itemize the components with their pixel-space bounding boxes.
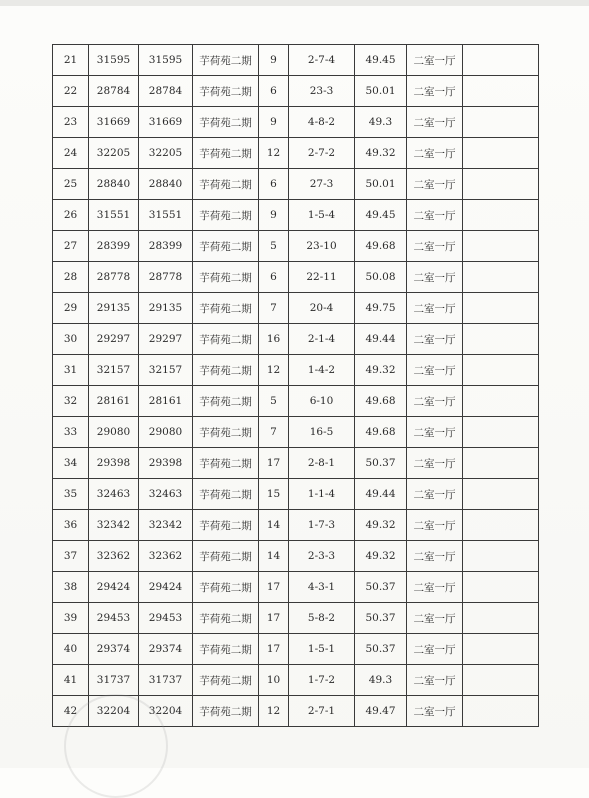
row-number-cell: 24 (53, 138, 89, 169)
table-row (53, 634, 539, 665)
house-id-cell: 31669 (89, 107, 139, 138)
layout-type-cell: 二室一厅 (407, 417, 463, 448)
contract-id-cell: 31551 (139, 200, 193, 231)
note-cell (463, 262, 539, 293)
table-row (53, 479, 539, 510)
layout-type-cell: 二室一厅 (407, 107, 463, 138)
area-cell: 49.75 (355, 293, 407, 324)
row-number-cell: 25 (53, 169, 89, 200)
scan-edge (0, 0, 589, 6)
community-name-cell: 芋荷苑二期 (193, 448, 259, 479)
house-id-cell: 32463 (89, 479, 139, 510)
table-row (53, 603, 539, 634)
area-cell: 50.37 (355, 603, 407, 634)
row-number-cell: 37 (53, 541, 89, 572)
note-cell (463, 417, 539, 448)
room-number-cell: 2-7-2 (289, 138, 355, 169)
room-number-cell: 22-11 (289, 262, 355, 293)
table-row (53, 107, 539, 138)
room-number-cell: 1-7-2 (289, 665, 355, 696)
row-number-cell: 31 (53, 355, 89, 386)
table-row (53, 45, 539, 76)
floor-cell: 9 (259, 107, 289, 138)
note-cell (463, 169, 539, 200)
layout-type-cell: 二室一厅 (407, 262, 463, 293)
area-cell: 49.45 (355, 45, 407, 76)
contract-id-cell: 31669 (139, 107, 193, 138)
community-name-cell: 芋荷苑二期 (193, 200, 259, 231)
floor-cell: 9 (259, 200, 289, 231)
room-number-cell: 1-4-2 (289, 355, 355, 386)
floor-cell: 5 (259, 386, 289, 417)
community-name-cell: 芋荷苑二期 (193, 45, 259, 76)
row-number-cell: 39 (53, 603, 89, 634)
contract-id-cell: 29374 (139, 634, 193, 665)
area-cell: 50.37 (355, 634, 407, 665)
area-cell: 49.47 (355, 696, 407, 727)
row-number-cell: 21 (53, 45, 89, 76)
area-cell: 50.01 (355, 76, 407, 107)
table-row (53, 293, 539, 324)
note-cell (463, 200, 539, 231)
contract-id-cell: 29398 (139, 448, 193, 479)
room-number-cell: 5-8-2 (289, 603, 355, 634)
area-cell: 50.08 (355, 262, 407, 293)
area-cell: 49.32 (355, 138, 407, 169)
note-cell (463, 572, 539, 603)
room-number-cell: 2-8-1 (289, 448, 355, 479)
layout-type-cell: 二室一厅 (407, 76, 463, 107)
note-cell (463, 45, 539, 76)
table-body (53, 45, 539, 727)
layout-type-cell: 二室一厅 (407, 355, 463, 386)
community-name-cell: 芋荷苑二期 (193, 138, 259, 169)
layout-type-cell: 二室一厅 (407, 479, 463, 510)
note-cell (463, 665, 539, 696)
table-row (53, 665, 539, 696)
floor-cell: 16 (259, 324, 289, 355)
area-cell: 49.32 (355, 355, 407, 386)
row-number-cell: 28 (53, 262, 89, 293)
floor-cell: 17 (259, 634, 289, 665)
room-number-cell: 16-5 (289, 417, 355, 448)
contract-id-cell: 32362 (139, 541, 193, 572)
house-id-cell: 29297 (89, 324, 139, 355)
area-cell: 50.37 (355, 572, 407, 603)
layout-type-cell: 二室一厅 (407, 293, 463, 324)
area-cell: 49.68 (355, 417, 407, 448)
table-row (53, 696, 539, 727)
table-row (53, 572, 539, 603)
house-id-cell: 31551 (89, 200, 139, 231)
layout-type-cell: 二室一厅 (407, 696, 463, 727)
row-number-cell: 42 (53, 696, 89, 727)
community-name-cell: 芋荷苑二期 (193, 262, 259, 293)
contract-id-cell: 28399 (139, 231, 193, 262)
table-row (53, 231, 539, 262)
community-name-cell: 芋荷苑二期 (193, 324, 259, 355)
room-number-cell: 20-4 (289, 293, 355, 324)
house-id-cell: 31737 (89, 665, 139, 696)
area-cell: 49.32 (355, 541, 407, 572)
floor-cell: 12 (259, 355, 289, 386)
contract-id-cell: 32463 (139, 479, 193, 510)
contract-id-cell: 28778 (139, 262, 193, 293)
floor-cell: 17 (259, 572, 289, 603)
house-id-cell: 29135 (89, 293, 139, 324)
table-row (53, 138, 539, 169)
contract-id-cell: 31737 (139, 665, 193, 696)
note-cell (463, 479, 539, 510)
room-number-cell: 1-1-4 (289, 479, 355, 510)
house-id-cell: 28161 (89, 386, 139, 417)
area-cell: 49.44 (355, 479, 407, 510)
table-row (53, 386, 539, 417)
table-row (53, 541, 539, 572)
row-number-cell: 36 (53, 510, 89, 541)
house-id-cell: 31595 (89, 45, 139, 76)
house-id-cell: 29453 (89, 603, 139, 634)
area-cell: 49.3 (355, 665, 407, 696)
area-cell: 49.44 (355, 324, 407, 355)
row-number-cell: 33 (53, 417, 89, 448)
room-number-cell: 2-7-4 (289, 45, 355, 76)
floor-cell: 6 (259, 262, 289, 293)
community-name-cell: 芋荷苑二期 (193, 665, 259, 696)
community-name-cell: 芋荷苑二期 (193, 293, 259, 324)
row-number-cell: 30 (53, 324, 89, 355)
layout-type-cell: 二室一厅 (407, 634, 463, 665)
row-number-cell: 41 (53, 665, 89, 696)
community-name-cell: 芋荷苑二期 (193, 417, 259, 448)
floor-cell: 6 (259, 169, 289, 200)
room-number-cell: 2-1-4 (289, 324, 355, 355)
room-number-cell: 1-5-4 (289, 200, 355, 231)
house-id-cell: 32204 (89, 696, 139, 727)
community-name-cell: 芋荷苑二期 (193, 696, 259, 727)
note-cell (463, 107, 539, 138)
community-name-cell: 芋荷苑二期 (193, 634, 259, 665)
community-name-cell: 芋荷苑二期 (193, 510, 259, 541)
layout-type-cell: 二室一厅 (407, 386, 463, 417)
layout-type-cell: 二室一厅 (407, 603, 463, 634)
floor-cell: 7 (259, 293, 289, 324)
room-number-cell: 23-3 (289, 76, 355, 107)
room-number-cell: 1-7-3 (289, 510, 355, 541)
house-id-cell: 32342 (89, 510, 139, 541)
note-cell (463, 293, 539, 324)
layout-type-cell: 二室一厅 (407, 572, 463, 603)
table-row (53, 510, 539, 541)
note-cell (463, 76, 539, 107)
area-cell: 50.37 (355, 448, 407, 479)
note-cell (463, 448, 539, 479)
house-id-cell: 28778 (89, 262, 139, 293)
layout-type-cell: 二室一厅 (407, 541, 463, 572)
row-number-cell: 26 (53, 200, 89, 231)
table-row (53, 262, 539, 293)
row-number-cell: 22 (53, 76, 89, 107)
area-cell: 49.68 (355, 386, 407, 417)
layout-type-cell: 二室一厅 (407, 510, 463, 541)
room-number-cell: 2-7-1 (289, 696, 355, 727)
contract-id-cell: 29135 (139, 293, 193, 324)
house-id-cell: 28784 (89, 76, 139, 107)
floor-cell: 5 (259, 231, 289, 262)
community-name-cell: 芋荷苑二期 (193, 76, 259, 107)
area-cell: 49.68 (355, 231, 407, 262)
row-number-cell: 29 (53, 293, 89, 324)
floor-cell: 14 (259, 510, 289, 541)
layout-type-cell: 二室一厅 (407, 138, 463, 169)
house-id-cell: 29080 (89, 417, 139, 448)
note-cell (463, 696, 539, 727)
note-cell (463, 386, 539, 417)
table-row (53, 448, 539, 479)
table-row (53, 76, 539, 107)
row-number-cell: 27 (53, 231, 89, 262)
community-name-cell: 芋荷苑二期 (193, 169, 259, 200)
layout-type-cell: 二室一厅 (407, 665, 463, 696)
note-cell (463, 138, 539, 169)
area-cell: 50.01 (355, 169, 407, 200)
layout-type-cell: 二室一厅 (407, 200, 463, 231)
floor-cell: 10 (259, 665, 289, 696)
row-number-cell: 40 (53, 634, 89, 665)
note-cell (463, 231, 539, 262)
contract-id-cell: 29453 (139, 603, 193, 634)
contract-id-cell: 29297 (139, 324, 193, 355)
room-number-cell: 2-3-3 (289, 541, 355, 572)
room-number-cell: 6-10 (289, 386, 355, 417)
floor-cell: 14 (259, 541, 289, 572)
contract-id-cell: 28784 (139, 76, 193, 107)
area-cell: 49.45 (355, 200, 407, 231)
contract-id-cell: 28840 (139, 169, 193, 200)
layout-type-cell: 二室一厅 (407, 448, 463, 479)
community-name-cell: 芋荷苑二期 (193, 386, 259, 417)
house-id-cell: 28399 (89, 231, 139, 262)
floor-cell: 7 (259, 417, 289, 448)
table-row (53, 355, 539, 386)
house-id-cell: 29424 (89, 572, 139, 603)
row-number-cell: 38 (53, 572, 89, 603)
note-cell (463, 634, 539, 665)
layout-type-cell: 二室一厅 (407, 45, 463, 76)
contract-id-cell: 32205 (139, 138, 193, 169)
house-id-cell: 32157 (89, 355, 139, 386)
contract-id-cell: 32342 (139, 510, 193, 541)
contract-id-cell: 29424 (139, 572, 193, 603)
room-number-cell: 27-3 (289, 169, 355, 200)
floor-cell: 9 (259, 45, 289, 76)
layout-type-cell: 二室一厅 (407, 324, 463, 355)
floor-cell: 12 (259, 696, 289, 727)
floor-cell: 6 (259, 76, 289, 107)
floor-cell: 17 (259, 603, 289, 634)
house-id-cell: 28840 (89, 169, 139, 200)
table-row (53, 324, 539, 355)
table-row (53, 417, 539, 448)
contract-id-cell: 31595 (139, 45, 193, 76)
house-id-cell: 29374 (89, 634, 139, 665)
contract-id-cell: 32204 (139, 696, 193, 727)
area-cell: 49.32 (355, 510, 407, 541)
contract-id-cell: 32157 (139, 355, 193, 386)
house-id-cell: 29398 (89, 448, 139, 479)
table-row (53, 200, 539, 231)
row-number-cell: 32 (53, 386, 89, 417)
room-number-cell: 23-10 (289, 231, 355, 262)
community-name-cell: 芋荷苑二期 (193, 479, 259, 510)
layout-type-cell: 二室一厅 (407, 231, 463, 262)
community-name-cell: 芋荷苑二期 (193, 231, 259, 262)
floor-cell: 15 (259, 479, 289, 510)
table-row (53, 169, 539, 200)
community-name-cell: 芋荷苑二期 (193, 541, 259, 572)
housing-allocation-table (52, 44, 539, 727)
community-name-cell: 芋荷苑二期 (193, 355, 259, 386)
area-cell: 49.3 (355, 107, 407, 138)
room-number-cell: 1-5-1 (289, 634, 355, 665)
row-number-cell: 23 (53, 107, 89, 138)
contract-id-cell: 28161 (139, 386, 193, 417)
house-id-cell: 32205 (89, 138, 139, 169)
note-cell (463, 355, 539, 386)
room-number-cell: 4-8-2 (289, 107, 355, 138)
note-cell (463, 541, 539, 572)
contract-id-cell: 29080 (139, 417, 193, 448)
note-cell (463, 603, 539, 634)
row-number-cell: 35 (53, 479, 89, 510)
community-name-cell: 芋荷苑二期 (193, 572, 259, 603)
community-name-cell: 芋荷苑二期 (193, 107, 259, 138)
community-name-cell: 芋荷苑二期 (193, 603, 259, 634)
row-number-cell: 34 (53, 448, 89, 479)
note-cell (463, 324, 539, 355)
floor-cell: 12 (259, 138, 289, 169)
layout-type-cell: 二室一厅 (407, 169, 463, 200)
room-number-cell: 4-3-1 (289, 572, 355, 603)
note-cell (463, 510, 539, 541)
floor-cell: 17 (259, 448, 289, 479)
house-id-cell: 32362 (89, 541, 139, 572)
